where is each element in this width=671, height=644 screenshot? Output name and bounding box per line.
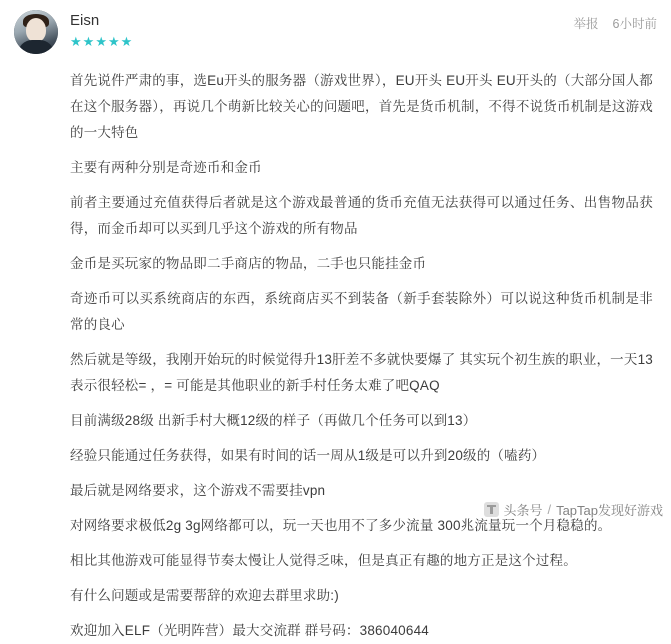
- review-paragraph: 相比其他游戏可能显得节奏太慢让人觉得乏味，但是真正有趣的地方正是这个过程。: [70, 553, 577, 568]
- star-icon: ★: [120, 34, 134, 49]
- review-paragraph: 有什么问题或是需要帮辞的欢迎去群里求助:): [70, 588, 339, 603]
- header-right: [574, 14, 657, 32]
- review-paragraph: 目前满级28级 出新手村大概12级的样子（再做几个任务可以到13）: [70, 413, 477, 428]
- review-paragraph: 主要有两种分别是奇迹币和金币: [70, 160, 262, 175]
- review-paragraph: 金币是买玩家的物品即二手商店的物品，二手也只能挂金币: [70, 256, 427, 271]
- star-icon: ★: [82, 34, 96, 49]
- watermark-left-text: 头条号: [503, 503, 543, 518]
- review-header: [14, 10, 657, 62]
- review-paragraph: 最后就是网络要求，这个游戏不需要挂vpn: [70, 483, 326, 498]
- toutiao-logo-icon: [484, 502, 499, 517]
- watermark-right-text: TapTap发现好游戏: [556, 503, 663, 518]
- review-paragraph: 然后就是等级，我刚开始玩的时候觉得升13肝差不多就快要爆了 其实玩个初生族的职业，一天13表示很轻松= ，= 可能是其他职业的新手村任务太难了吧QAQ: [70, 352, 653, 393]
- avatar-face: [26, 18, 46, 42]
- rating-stars: [70, 35, 133, 49]
- review-paragraph: 欢迎加入ELF（光明阵营）最大交流群 群号码：386040644: [70, 623, 429, 638]
- report-button[interactable]: 举报: [573, 17, 599, 31]
- review-paragraph: 前者主要通过充值获得后者就是这个游戏最普通的货币充值无法获得可以通过任务、出售物品获得，而金币却可以买到几乎这个游戏的所有物品: [70, 195, 653, 236]
- watermark: [484, 500, 663, 519]
- avatar[interactable]: [14, 10, 58, 54]
- review-body: [14, 68, 657, 644]
- star-icon: ★: [95, 34, 108, 49]
- username[interactable]: Eisn: [70, 12, 100, 29]
- avatar-body: [18, 40, 54, 54]
- review-paragraph: 奇迹币可以买系统商店的东西，系统商店买不到装备（新手套装除外）可以说这种货币机制是非常的良心: [70, 291, 653, 332]
- star-icon: ★: [70, 34, 83, 49]
- user-block: [70, 10, 133, 49]
- timestamp: 6小时前: [612, 17, 657, 31]
- review-paragraph: 首先说件严肃的事，选Eu开头的服务器（游戏世界），EU开头 EU开头 EU开头的（大部分国人都在这个服务器），再说几个萌新比较关心的问题吧，首先是货币机制，不得不说货币机制是这游戏的一大特色: [70, 73, 653, 140]
- star-icon: ★: [107, 34, 121, 49]
- watermark-separator: /: [547, 502, 552, 517]
- review-paragraph: 经验只能通过任务获得，如果有时间的话一周从1级是可以升到20级的（嗑药）: [70, 448, 546, 463]
- review-paragraph: 对网络要求极低2g 3g网络都可以，玩一天也用不了多少流量 300兆流量玩一个月稳稳的。: [70, 518, 612, 533]
